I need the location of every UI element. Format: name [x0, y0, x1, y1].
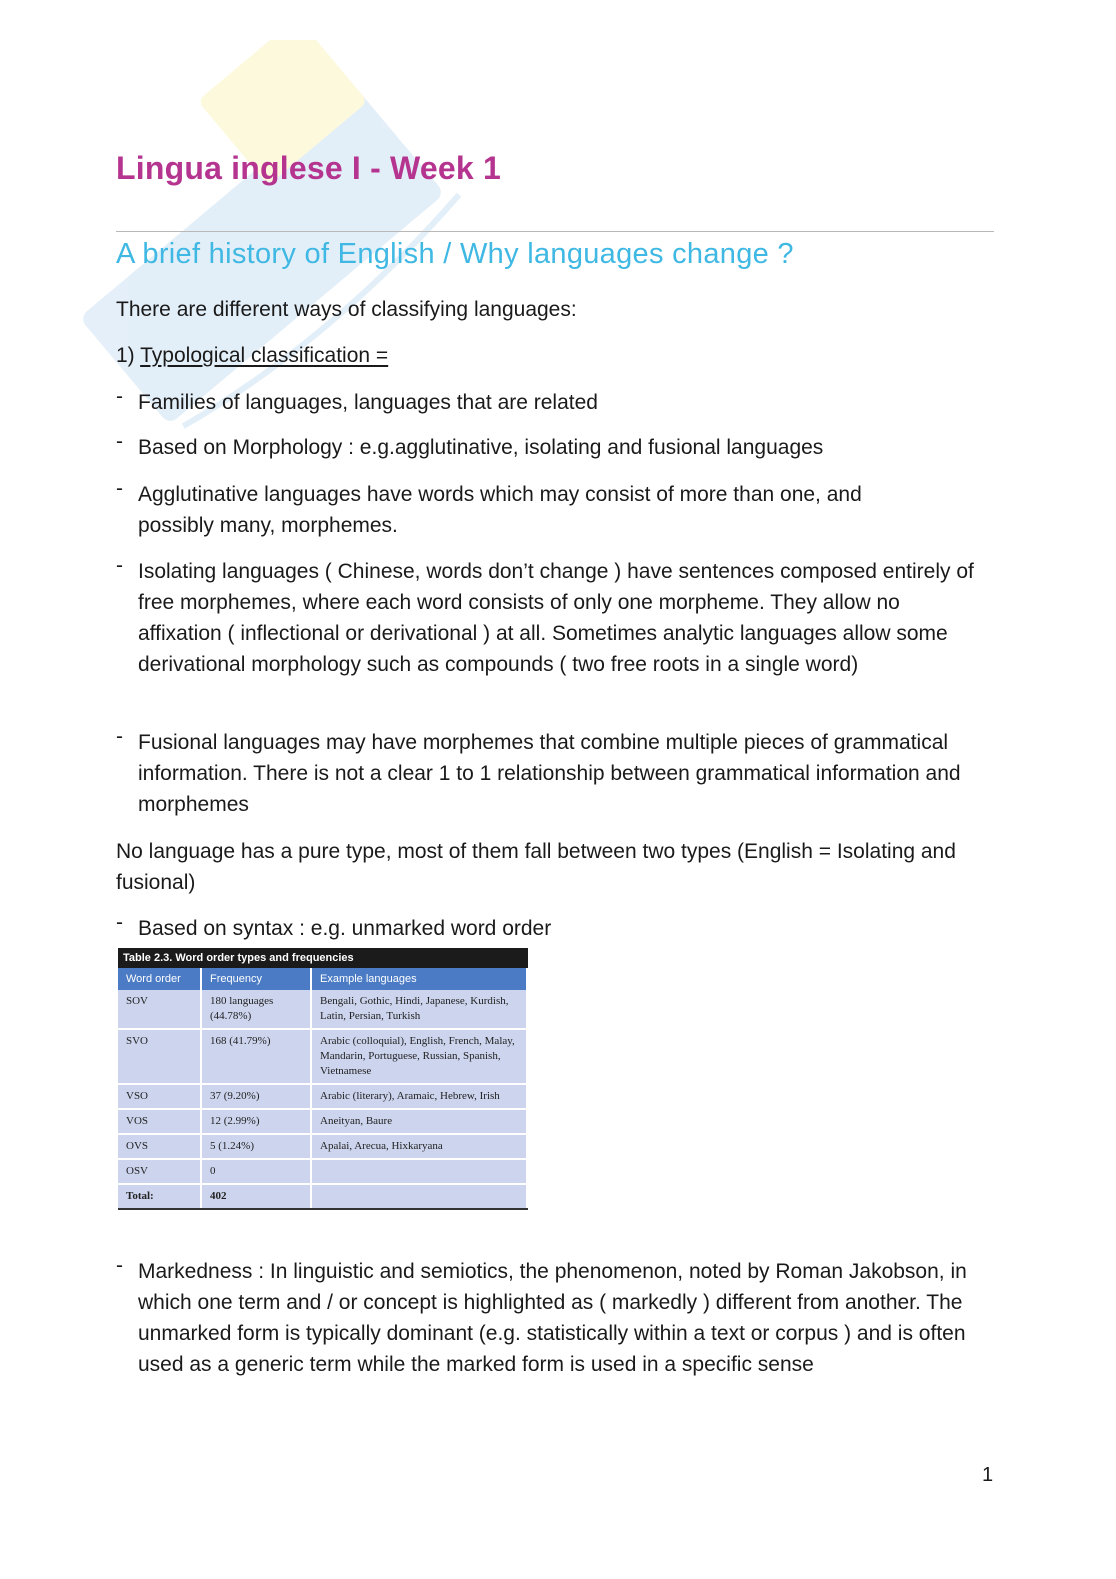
intro-paragraph: There are different ways of classifying languages:: [116, 298, 577, 321]
classification-label: Typological classification =: [140, 344, 389, 367]
table-cell: Arabic (colloquial), English, French, Malay, Mandarin, Portuguese, Russian, Spanish, Vietnamese: [311, 1029, 527, 1084]
classification-heading: [116, 340, 994, 371]
table-cell: OSV: [118, 1159, 201, 1184]
bullet-dash: -: [116, 477, 123, 500]
table-cell: Aneityan, Baure: [311, 1109, 527, 1134]
table-cell: [311, 1159, 527, 1184]
table-cell: [311, 1184, 527, 1209]
bullet-dash: -: [116, 430, 123, 453]
table-cell: VOS: [118, 1109, 201, 1134]
list-item-text: Markedness : In linguistic and semiotics, the phenomenon, noted by Roman Jakobson, in which one term and / or concept is highlighted as ( markedly ) different from another. The unmarked form is typically dominant (e.g. statistically within a text or corpus ) and is often used as a generic term while the marked form is used in a specific sense: [138, 1260, 967, 1376]
table-cell: VSO: [118, 1084, 201, 1109]
table-total-row: [118, 1184, 527, 1209]
bullet-dash: -: [116, 911, 123, 934]
list-item: [116, 727, 994, 820]
bullet-dash: -: [116, 385, 123, 408]
table-cell: 37 (9.20%): [201, 1084, 311, 1109]
bullet-dash: -: [116, 554, 123, 577]
table-row: [118, 1109, 527, 1134]
table-cell: SOV: [118, 990, 201, 1029]
list-item-text: Families of languages, languages that are related: [138, 391, 598, 414]
table-cell: Bengali, Gothic, Hindi, Japanese, Kurdish, Latin, Persian, Turkish: [311, 990, 527, 1029]
table-cell: OVS: [118, 1134, 201, 1159]
page-number: 1: [982, 1464, 994, 1486]
table-cell: Arabic (literary), Aramaic, Hebrew, Irish: [311, 1084, 527, 1109]
list-item-text: Isolating languages ( Chinese, words don’t change ) have sentences composed entirely of free morphemes, where each word consists of only one morpheme. They allow no affixation ( inflectional or derivational ) at all. Sometimes analytic languages allow some derivational morphology such as compounds ( two free roots in a single word): [138, 560, 974, 676]
table-cell: 168 (41.79%): [201, 1029, 311, 1084]
list-item: [116, 387, 994, 418]
list-item: [116, 432, 994, 463]
table-cell: 180 languages (44.78%): [201, 990, 311, 1029]
table-row: [118, 1084, 527, 1109]
table-cell: 402: [201, 1184, 311, 1209]
table-row: [118, 1134, 527, 1159]
table-row: [118, 1029, 527, 1084]
list-item: [116, 556, 974, 680]
table-row: [118, 990, 527, 1029]
section-heading: A brief history of English / Why languages change ?: [116, 238, 794, 270]
list-item-text: Fusional languages may have morphemes that combine multiple pieces of grammatical information. There is not a clear 1 to 1 relationship between grammatical information and morphemes: [138, 731, 961, 816]
table-header-row: [118, 968, 527, 990]
bullet-dash: -: [116, 1254, 123, 1277]
word-order-table: [118, 948, 528, 1210]
list-item: [116, 479, 916, 541]
bullet-dash: -: [116, 725, 123, 748]
table-cell: 5 (1.24%): [201, 1134, 311, 1159]
table-cell: SVO: [118, 1029, 201, 1084]
table-cell: Total:: [118, 1184, 201, 1209]
table-caption: Table 2.3. Word order types and frequencies: [118, 948, 528, 968]
table-cell: 12 (2.99%): [201, 1109, 311, 1134]
list-item-text: Based on Morphology : e.g.agglutinative, isolating and fusional languages: [138, 436, 824, 459]
table-row: [118, 1159, 527, 1184]
table-cell: Apalai, Arecua, Hixkaryana: [311, 1134, 527, 1159]
column-header: Word order: [118, 968, 201, 990]
list-item: [116, 1256, 994, 1380]
classification-number: 1): [116, 344, 141, 367]
column-header: Frequency: [201, 968, 311, 990]
title-divider: [116, 231, 994, 232]
list-item: [116, 913, 994, 944]
table-cell: 0: [201, 1159, 311, 1184]
document-title: Lingua inglese I - Week 1: [116, 150, 501, 186]
list-item-text: Based on syntax : e.g. unmarked word order: [138, 917, 552, 940]
list-item-text: Agglutinative languages have words which may consist of more than one, and possibly many, morphemes.: [138, 483, 862, 537]
pure-type-paragraph: No language has a pure type, most of them fall between two types (English = Isolating and fusional): [116, 840, 956, 894]
column-header: Example languages: [311, 968, 527, 990]
